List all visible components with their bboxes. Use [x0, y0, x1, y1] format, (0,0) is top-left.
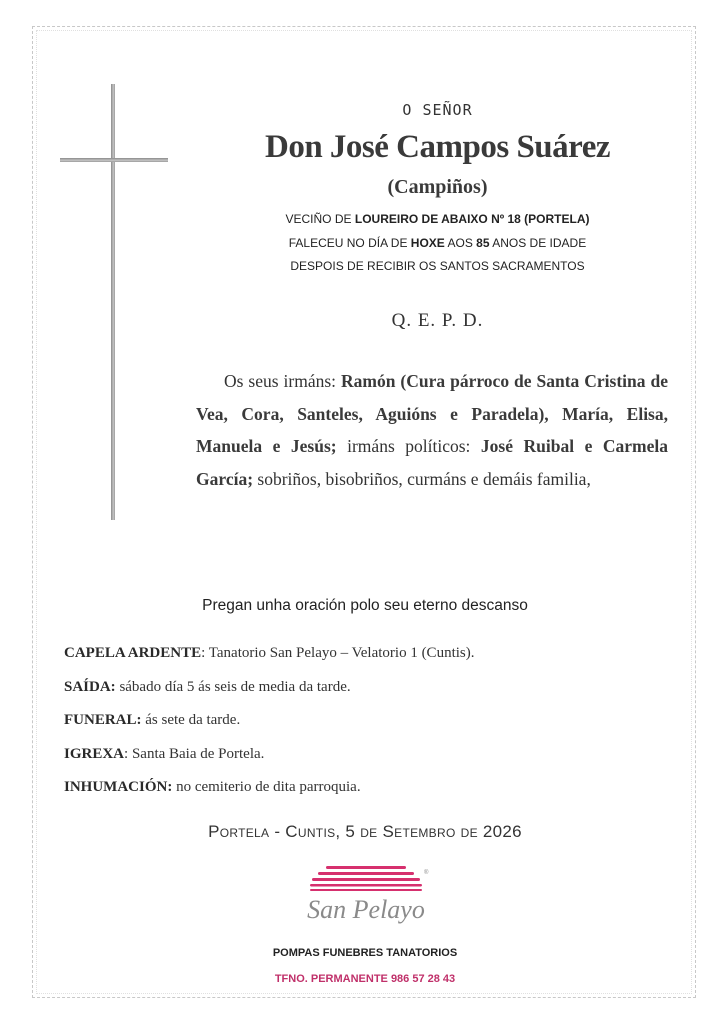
detail-label: CAPELA ARDENTE	[64, 645, 202, 661]
honorific: O SEÑOR	[402, 101, 473, 119]
detail-label: FUNERAL:	[64, 712, 142, 728]
info-text: AOS	[444, 236, 477, 250]
detail-igrexa	[64, 746, 664, 780]
service-details	[64, 645, 664, 813]
phone-line: TFNO. PERMANENTE 986 57 28 43	[274, 973, 456, 985]
family-paragraph	[196, 365, 668, 495]
detail-text: sábado día 5 ás seis de media da tarde.	[119, 678, 351, 695]
info-parish: (PORTELA)	[520, 212, 590, 226]
logo-text: San Pelayo	[307, 895, 425, 924]
registered-icon: ®	[424, 870, 429, 876]
info-age: 85	[476, 236, 490, 250]
sunrise-logo-icon	[296, 862, 436, 932]
info-death	[200, 236, 675, 250]
info-text: FALECEU NO DÍA DE	[288, 236, 411, 250]
info-address: LOUREIRO DE ABAIXO Nº 18	[354, 212, 521, 226]
family-intro: Os seus irmáns:	[224, 371, 341, 391]
detail-label: IGREXA	[64, 745, 125, 762]
place-date: Portela - Cuntis, 5 de Setembro de 2026	[208, 822, 522, 841]
info-text: ANOS DE IDADE	[489, 236, 587, 250]
cross-vertical-icon	[111, 84, 115, 520]
detail-text: no cemiterio de dita parroquia.	[176, 779, 361, 795]
detail-saida	[64, 679, 664, 713]
info-residence	[200, 212, 675, 226]
deceased-name: Don José Campos Suárez	[265, 129, 610, 165]
family-political: José Ruibal e Carmela García;	[196, 436, 668, 489]
family-rest: sobriños, bisobriños, curmáns e demáis familia,	[253, 468, 591, 489]
detail-sep: :	[201, 645, 209, 661]
detail-funeral	[64, 712, 664, 746]
detail-capela	[64, 645, 664, 679]
family-political-label: irmáns políticos:	[336, 436, 481, 456]
family-siblings: Ramón (Cura párroco de Santa Cristina de Vea, Cora, Santeles, Aguións e Paradela), María, Elisa, Manuela e Jesús;	[196, 371, 668, 456]
detail-label: SAÍDA:	[64, 678, 116, 695]
page-border-inner	[36, 30, 692, 994]
detail-inhumacion	[64, 779, 664, 813]
info-text: VECIÑO DE	[285, 212, 355, 226]
detail-text: ás sete da tarde.	[145, 712, 241, 728]
detail-sep: :	[124, 745, 132, 762]
detail-label: INHUMACIÓN:	[64, 779, 173, 795]
deceased-alias: (Campiños)	[387, 176, 488, 198]
qepd: Q. E. P. D.	[391, 310, 484, 331]
info-sacraments: DESPOIS DE RECIBIR OS SANTOS SACRAMENTOS	[290, 259, 585, 273]
detail-text: Santa Baia de Portela.	[131, 745, 265, 762]
prayer-request: Pregan unha oración polo seu eterno descanso	[202, 597, 528, 614]
cross-horizontal-icon	[60, 158, 168, 162]
services-line: POMPAS FUNEBRES TANATORIOS	[272, 947, 458, 959]
detail-text: Tanatorio San Pelayo – Velatorio 1 (Cuntis).	[208, 645, 475, 661]
info-day: HOXE	[410, 236, 445, 250]
